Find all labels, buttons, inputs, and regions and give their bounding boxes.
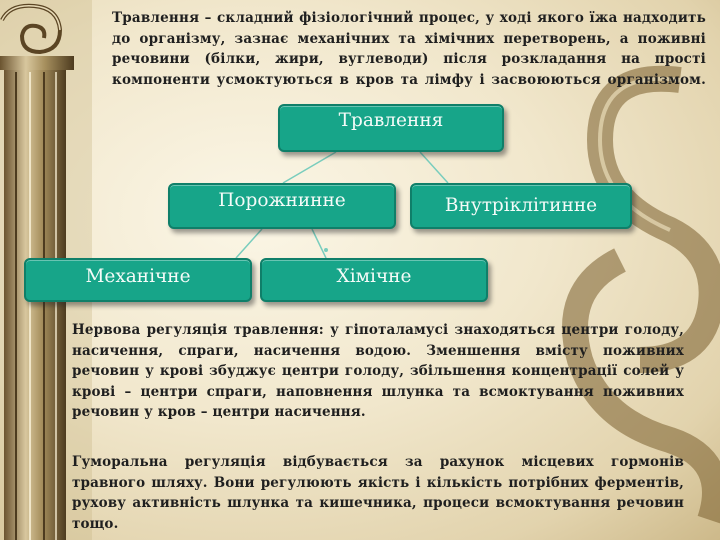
node-label: Внутріклітинне	[444, 195, 598, 216]
node-label: Порожнинне	[218, 190, 346, 211]
diagram-node-cavity	[168, 183, 396, 229]
diagram-node-mechanical	[24, 258, 252, 302]
diagram-node-digestion	[278, 104, 504, 152]
node-label: Травлення	[338, 110, 444, 131]
node-label: Механічне	[85, 266, 191, 287]
diagram-node-chemical	[260, 258, 488, 302]
humoral-regulation-paragraph: Гуморальна регуляція відбувається за рахунок місцевих гормонів травного шляху. Вони регулюють якість і кількість потрібних ферментів, рухову активність шлунка та кишечника, процеси всмоктування речовин тощо.	[72, 454, 684, 532]
intro-definition: Травлення – складний фізіологічний процес, у ході якого їжа надходить до організму, зазнає механічних та хімічних перетворень, а поживні речовини (білки, жири, вуглеводи) після розкладання на прості компоненти усмоктуються в кров та лімфу і засвоюються організмом.	[112, 10, 706, 88]
diagram-node-intracellular	[410, 183, 632, 229]
nervous-regulation-paragraph: Нервова регуляція травлення: у гіпоталамусі знаходяться центри голоду, насичення, спраги, насичення водою. Зменшення вмісту поживних речовин у крові збуджує центри голоду, збільшення концентрації солей у крові – центри спраги, наповнення шлунка та всмоктування поживних речовин у кров – центри насичення.	[72, 322, 684, 420]
node-label: Хімічне	[336, 266, 412, 287]
